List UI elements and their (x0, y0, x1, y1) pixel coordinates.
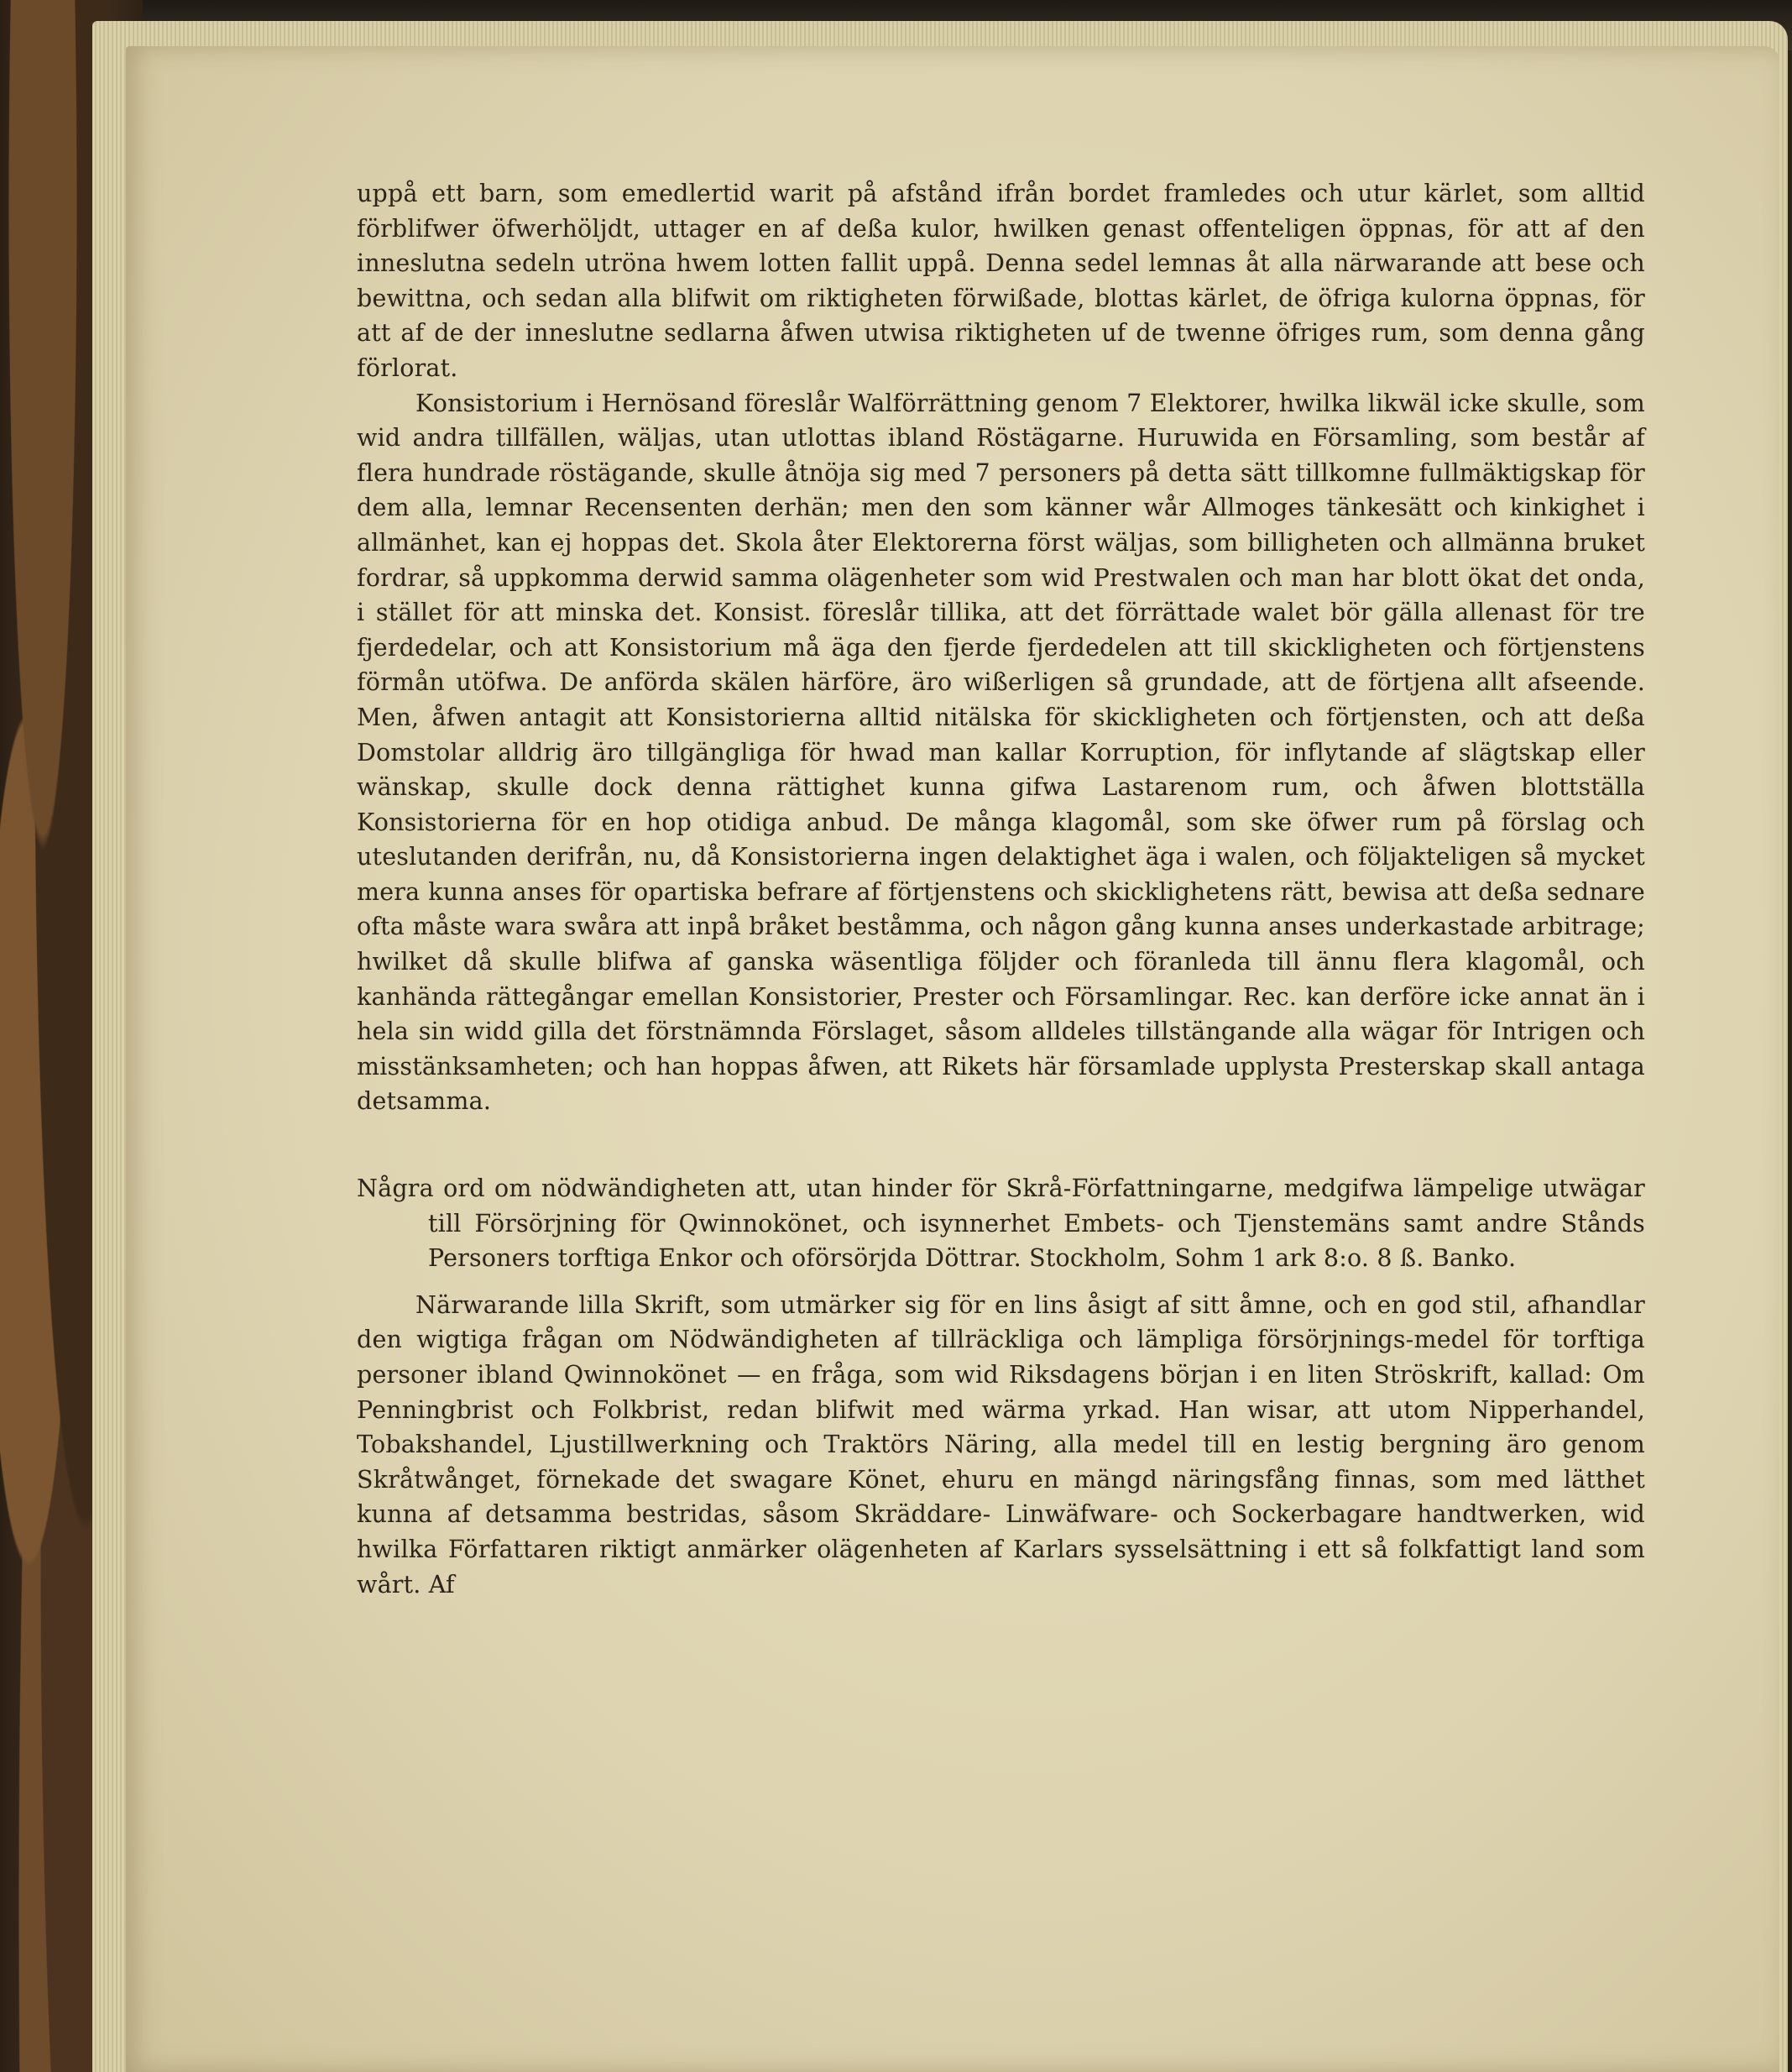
paragraph-lottery: uppå ett barn, som emedlertid warit på afstånd ifrån bordet framledes och utur kärlet, som alltid förblifwer öfwerhöljdt, uttager en af deßa kulor, hwilken genast offenteligen öppnas, för att af den inneslutna sedeln utröna hwem lotten fallit uppå. Denna sedel lemnas åt alla närwarande att bese och bewittna, och sedan alla blifwit om riktigheten förwißade, blottas kärlet, de öfriga kulorna öppnas, för att af de der inneslutne sedlarna åfwen utwisa riktigheten uf de twenne öfriges rum, som denna gång förlorat. (357, 180, 1645, 382)
section-gap (357, 1119, 1645, 1171)
heading-gap (357, 1276, 1645, 1288)
page-text (357, 176, 1645, 1602)
review-body: Närwarande lilla Skrift, som utmärker sig för en lins åsigt af sitt åmne, och en god stil, afhandlar den wigtiga frågan om Nödwändigheten af tillräckliga och lämpliga försörjnings-medel för torftiga personer ibland Qwinnokönet — en fråga, som wid Riksdagens början i en liten Ströskrift, kallad: Om Penningbrist och Folkbrist, redan blifwit med wärma yrkad. Han wisar, att utom Nipperhandel, Tobakshandel, Ljustillwerkning och Traktörs Näring, alla medel till en lestig bergning äro genom Skråtwånget, förnekade det swagare Könet, ehuru en mängd näringsfång finnas, som med lätthet kunna af detsamma bestridas, såsom Skräddare- Linwäfware- och Sockerbagare handtwerken, wid hwilka Författaren riktigt anmärker olägenheten af Karlars sysselsättning i ett så folkfattigt land som wårt. Af (357, 1290, 1645, 1598)
paragraph-consistory: Konsistorium i Hernösand föreslår Walförrättning genom 7 Elektorer, hwilka likwäl icke skulle, som wid andra tillfällen, wäljas, utan utlottas ibland Röstägarne. Huruwida en Församling, som består af flera hundrade röstägande, skulle åtnöja sig med 7 personers på detta sätt tillkomne fullmäktigskap för dem alla, lemnar Recensenten derhän; men den som känner wår Allmoges tänkesätt och kinkighet i allmänhet, kan ej hoppas det. Skola åter Elektorerna först wäljas, som billigheten och allmänna bruket fordrar, så uppkomma derwid samma olägenheter som wid Prestwalen och man har blott ökat det onda, i stället för att minska det. Konsist. föreslår tillika, att det förrättade walet bör gälla allenast för tre fjerdedelar, och att Konsistorium må äga den fjerde fjerdedelen att till skickligheten och förtjenstens förmån utöfwa. De anförda skälen härföre, äro wißerligen så grundade, att de förtjena allt afseende. Men, åfwen antagit att Konsistorierna alltid nitälska för skickligheten och förtjensten, och att deßa Domstolar alldrig äro tillgängliga för hwad man kallar Korruption, för inflytande af slägtskap eller wänskap, skulle dock denna rättighet kunna gifwa Lastarenom rum, och åfwen blottställa Konsistorierna för en hop otidiga anbud. De många klagomål, som ske öfwer rum på förslag och uteslutanden derifrån, nu, då Konsistorierna ingen delaktighet äga i walen, och följakteligen så mycket mera kunna anses för opartiska befrare af förtjenstens och skicklighetens rätt, bewisa att deßa sednare ofta måste wara swåra att inpå bråket beståmma, och någon gång kunna anses underkastade arbitrage; hwilket då skulle blifwa af ganska wäsentliga följder och föranleda till ännu flera klagomål, och kanhända rättegångar emellan Konsistorier, Prester och Församlingar. Rec. kan derföre icke annat än i hela sin widd gilla det förstnämnda Förslaget, såsom alldeles tillstängande alla wägar för Intrigen och misstänksamheten; och han hoppas åfwen, att Rikets här församlade upplysta Presterskap skall antaga detsamma. (357, 389, 1645, 1116)
review-heading: Några ord om nödwändigheten att, utan hinder för Skrå-Författningarne, medgifwa lämpelige utwägar till Försörjning för Qwinnokönet, och isynnerhet Embets- och Tjenstemäns samt andre Stånds Personers torftiga Enkor och oförsörjda Döttrar. Stockholm, Sohm 1 ark 8:o. 8 ß. Banko. (357, 1175, 1645, 1273)
